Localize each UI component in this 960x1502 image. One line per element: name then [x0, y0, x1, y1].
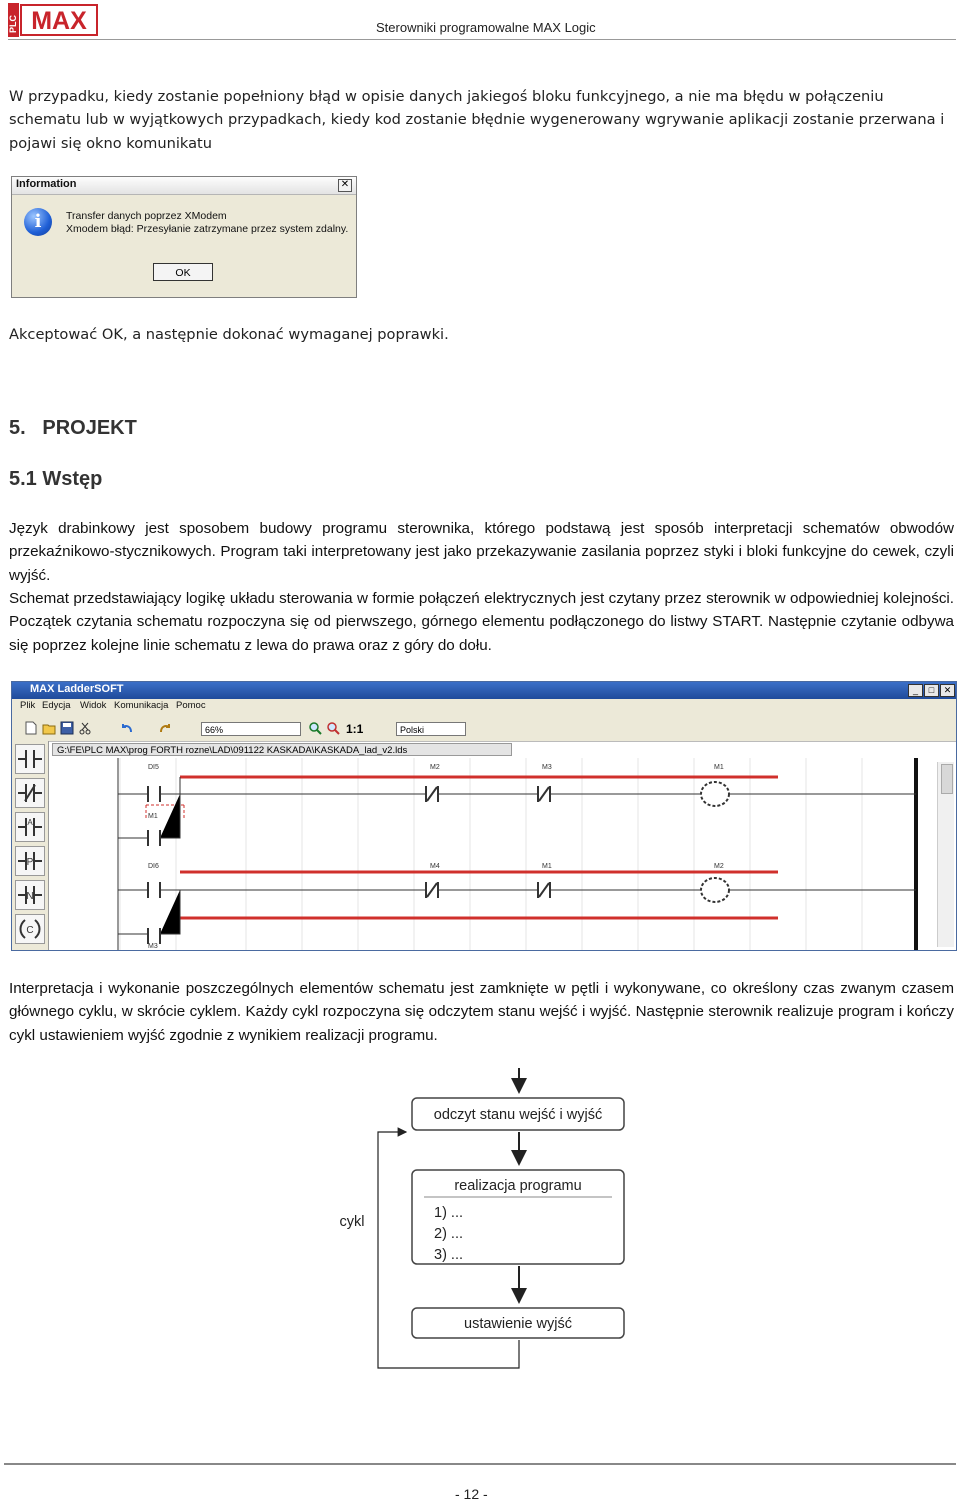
dialog-message-line-1: Transfer danych poprzez XModem	[66, 210, 227, 222]
ladder-diagram-canvas[interactable]	[50, 758, 930, 950]
program-step-1: 1) ...	[434, 1205, 464, 1221]
element-palette	[12, 741, 49, 950]
contact-no-icon[interactable]	[15, 744, 45, 774]
zoom-combo[interactable]: 66%	[201, 722, 301, 736]
scale-label[interactable]: 1:1	[346, 722, 364, 736]
rung3-contact1-label: M4	[430, 863, 440, 870]
program-step-3: 3) ...	[434, 1247, 464, 1263]
subsection-heading: 5.1 Wstęp	[9, 468, 103, 490]
ok-button[interactable]: OK	[153, 263, 213, 281]
logo-side-text: PLC	[8, 15, 18, 33]
rung1-contact2-label: M3	[542, 764, 552, 771]
body-paragraph-3: Interpretacja i wykonanie poszczególnych elementów schematu jest zamknięte w pętli i wykonywane, co określony czas zwanym czasem głównego cyklu, w skrócie cyklem. Każdy cykl rozpoczyna się odczytem stanu wejść i wyjść. Następnie sterownik realizuje program i kończy cykl ustawieniem wyjść zgodnie z wynikiem realizacji programu.	[9, 980, 954, 1044]
zoom-out-icon[interactable]	[326, 721, 340, 735]
header-title: Sterowniki programowalne MAX Logic	[376, 20, 596, 35]
open-folder-icon[interactable]	[42, 721, 56, 735]
info-icon: i	[24, 208, 52, 236]
information-dialog	[11, 176, 357, 298]
program-step-2: 2) ...	[434, 1226, 464, 1242]
body-paragraph-1: Język drabinkowy jest sposobem budowy programu sterownika, którego podstawą jest sposób interpretacji schematów obwodów przekaźnikowo-stycznikowych. Program taki interpretowany jest jako przekazywanie zasilania poprzez styki i bloki funkcyjne do cewek, czyli wyjść.	[9, 520, 954, 584]
rung3-coil-label: M2	[714, 863, 724, 870]
rung-3[interactable]	[118, 863, 916, 902]
ladder-software-window	[11, 681, 957, 951]
header-divider	[8, 39, 956, 40]
file-path-bar: G:\FE\PLC MAX\prog FORTH rozne\LAD\091122 KASKADA\KASKADA_lad_v2.lds	[52, 743, 512, 756]
intro-paragraph: W przypadku, kiedy zostanie popełniony błąd w opisie danych jakiegoś bloku funkcyjnego, a nie ma błędu w połączeniu schematu lub w wyjątkowych przypadkach, kiedy kod zostanie błędnie wygenerowany wgrywanie aplikacji zostanie przerwana i pojawi się okno komunikatu	[9, 88, 945, 152]
box-program-title: realizacja programu	[454, 1178, 582, 1194]
menu-komunikacja[interactable]: Komunikacja	[114, 700, 169, 711]
ladder-titlebar	[12, 682, 956, 699]
scrollbar-thumb[interactable]	[941, 764, 953, 794]
language-combo[interactable]: Polski	[396, 722, 466, 736]
svg-text:P: P	[26, 857, 34, 868]
maximize-icon[interactable]: □	[924, 684, 939, 697]
menu-edycja[interactable]: Edycja	[42, 700, 71, 711]
contact-a-icon[interactable]	[15, 812, 45, 842]
close-icon[interactable]: ✕	[940, 684, 955, 697]
svg-text:C: C	[26, 925, 34, 936]
rung3-left-label: DI6	[148, 863, 159, 870]
dialog-message-line-2: Xmodem błąd: Przesyłanie zatrzymane przez system zdalny.	[66, 223, 349, 235]
rung3-contact2-label: M1	[542, 863, 552, 870]
vertical-scrollbar[interactable]	[937, 762, 954, 947]
ladder-menubar	[12, 699, 956, 713]
loop-label: cykl	[339, 1214, 365, 1230]
rung1-contact1-label: M2	[430, 764, 440, 771]
dialog-titlebar	[12, 177, 356, 195]
body-paragraph-2: Schemat przedstawiający logikę układu sterowania w formie połączeń elektrycznych jest czytany przez sterownik w odpowiedniej kolejności. Początek czytania schematu rozpoczyna się od pierwszego, górnego elementu podłączonego do listwy START. Następnie czytanie odbywa się poprzez kolejne linie schematu z lewa do prawa oraz z góry do dołu.	[9, 590, 954, 654]
undo-icon[interactable]	[120, 721, 134, 735]
rung4-left-label: M3	[148, 943, 158, 950]
plc-max-logo	[8, 3, 98, 37]
redo-icon[interactable]	[158, 721, 172, 735]
ladder-toolbar	[12, 713, 956, 742]
page-number: - 12 -	[455, 1486, 488, 1502]
section-heading: 5. PROJEKT	[9, 417, 137, 439]
cycle-diagram	[300, 1060, 660, 1420]
menu-widok[interactable]: Widok	[80, 700, 107, 711]
svg-text:N: N	[26, 891, 34, 902]
coil-c-icon[interactable]	[15, 914, 45, 944]
rung-4[interactable]	[118, 890, 778, 950]
rung1-coil-label: M1	[714, 764, 724, 771]
logo-text: MAX	[31, 7, 87, 35]
contact-p-icon[interactable]	[15, 846, 45, 876]
rung-1[interactable]	[118, 764, 916, 818]
rung2-left-label: M1	[148, 813, 158, 820]
svg-text:A: A	[27, 818, 33, 827]
menu-pomoc[interactable]: Pomoc	[176, 700, 206, 711]
ladder-window-title: MAX LadderSOFT	[30, 683, 124, 695]
cut-icon[interactable]	[78, 721, 92, 735]
rung1-left-label: DI5	[148, 764, 159, 771]
box-set-outputs-label: ustawienie wyjść	[464, 1316, 572, 1332]
accept-paragraph: Akceptować OK, a następnie dokonać wymaganej poprawki.	[9, 326, 449, 343]
footer-divider	[4, 1463, 956, 1465]
new-file-icon[interactable]	[24, 721, 38, 735]
minimize-icon[interactable]: _	[908, 684, 923, 697]
box-read-inputs-label: odczyt stanu wejść i wyjść	[433, 1107, 603, 1123]
contact-n-icon[interactable]	[15, 880, 45, 910]
contact-nc-icon[interactable]	[15, 778, 45, 808]
menu-plik[interactable]: Plik	[20, 700, 36, 711]
zoom-in-icon[interactable]	[308, 721, 322, 735]
save-icon[interactable]	[60, 721, 74, 735]
close-icon[interactable]: ✕	[338, 179, 352, 192]
dialog-title: Information	[16, 178, 77, 190]
